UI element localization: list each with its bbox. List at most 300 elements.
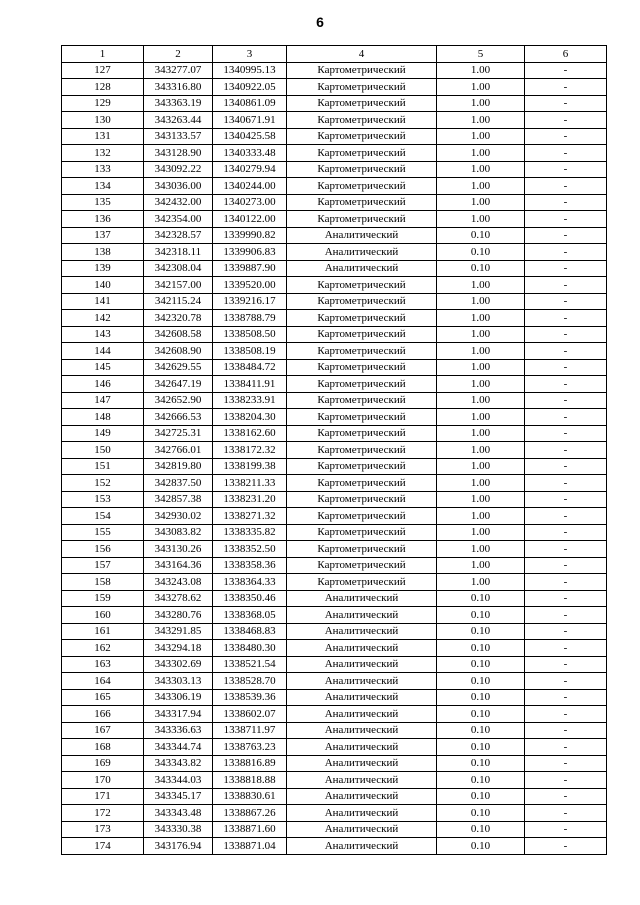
y-coordinate-cell: 1340279.94 — [213, 161, 287, 178]
note-cell: - — [525, 706, 607, 723]
table-row — [62, 310, 607, 327]
note-cell: - — [525, 838, 607, 855]
accuracy-cell: 0.10 — [437, 607, 525, 624]
x-coordinate-cell: 343176.94 — [144, 838, 213, 855]
table-row — [62, 326, 607, 343]
table-row — [62, 838, 607, 855]
point-number-cell: 158 — [62, 574, 144, 591]
table-row — [62, 62, 607, 79]
table-row — [62, 277, 607, 294]
method-cell: Картометрический — [287, 310, 437, 327]
point-number-cell: 145 — [62, 359, 144, 376]
y-coordinate-cell: 1338211.33 — [213, 475, 287, 492]
y-coordinate-cell: 1338521.54 — [213, 656, 287, 673]
y-coordinate-cell: 1338602.07 — [213, 706, 287, 723]
x-coordinate-cell: 342308.04 — [144, 260, 213, 277]
table-row — [62, 755, 607, 772]
accuracy-cell: 0.10 — [437, 656, 525, 673]
y-coordinate-cell: 1340244.00 — [213, 178, 287, 195]
accuracy-cell: 1.00 — [437, 557, 525, 574]
method-cell: Картометрический — [287, 194, 437, 211]
method-cell: Аналитический — [287, 607, 437, 624]
note-cell: - — [525, 293, 607, 310]
point-number-cell: 128 — [62, 79, 144, 96]
y-coordinate-cell: 1339990.82 — [213, 227, 287, 244]
point-number-cell: 127 — [62, 62, 144, 79]
table-row — [62, 425, 607, 442]
y-coordinate-cell: 1340671.91 — [213, 112, 287, 129]
x-coordinate-cell: 343092.22 — [144, 161, 213, 178]
table-row — [62, 640, 607, 657]
note-cell: - — [525, 739, 607, 756]
accuracy-cell: 0.10 — [437, 623, 525, 640]
table-row — [62, 805, 607, 822]
y-coordinate-cell: 1340995.13 — [213, 62, 287, 79]
method-cell: Аналитический — [287, 689, 437, 706]
note-cell: - — [525, 557, 607, 574]
accuracy-cell: 1.00 — [437, 79, 525, 96]
accuracy-cell: 0.10 — [437, 673, 525, 690]
y-coordinate-cell: 1338204.30 — [213, 409, 287, 426]
column-header: 3 — [213, 46, 287, 63]
accuracy-cell: 1.00 — [437, 95, 525, 112]
x-coordinate-cell: 343363.19 — [144, 95, 213, 112]
table-row — [62, 788, 607, 805]
note-cell: - — [525, 392, 607, 409]
x-coordinate-cell: 343330.38 — [144, 821, 213, 838]
accuracy-cell: 0.10 — [437, 755, 525, 772]
accuracy-cell: 0.10 — [437, 590, 525, 607]
x-coordinate-cell: 342320.78 — [144, 310, 213, 327]
accuracy-cell: 0.10 — [437, 838, 525, 855]
y-coordinate-cell: 1340273.00 — [213, 194, 287, 211]
point-number-cell: 171 — [62, 788, 144, 805]
method-cell: Аналитический — [287, 838, 437, 855]
column-header: 2 — [144, 46, 213, 63]
point-number-cell: 140 — [62, 277, 144, 294]
point-number-cell: 174 — [62, 838, 144, 855]
accuracy-cell: 0.10 — [437, 722, 525, 739]
table-row — [62, 409, 607, 426]
table-row — [62, 392, 607, 409]
table-row — [62, 211, 607, 228]
table-row — [62, 458, 607, 475]
x-coordinate-cell: 342652.90 — [144, 392, 213, 409]
table-row — [62, 145, 607, 162]
y-coordinate-cell: 1338830.61 — [213, 788, 287, 805]
accuracy-cell: 1.00 — [437, 524, 525, 541]
method-cell: Картометрический — [287, 458, 437, 475]
column-header: 1 — [62, 46, 144, 63]
accuracy-cell: 1.00 — [437, 475, 525, 492]
table-row — [62, 508, 607, 525]
note-cell: - — [525, 524, 607, 541]
y-coordinate-cell: 1340922.05 — [213, 79, 287, 96]
y-coordinate-cell: 1339887.90 — [213, 260, 287, 277]
note-cell: - — [525, 722, 607, 739]
x-coordinate-cell: 342432.00 — [144, 194, 213, 211]
y-coordinate-cell: 1339520.00 — [213, 277, 287, 294]
y-coordinate-cell: 1340425.58 — [213, 128, 287, 145]
accuracy-cell: 1.00 — [437, 145, 525, 162]
note-cell: - — [525, 623, 607, 640]
x-coordinate-cell: 343291.85 — [144, 623, 213, 640]
x-coordinate-cell: 342837.50 — [144, 475, 213, 492]
x-coordinate-cell: 342725.31 — [144, 425, 213, 442]
accuracy-cell: 1.00 — [437, 442, 525, 459]
page-number: 6 — [316, 14, 324, 30]
accuracy-cell: 1.00 — [437, 458, 525, 475]
note-cell: - — [525, 772, 607, 789]
point-number-cell: 138 — [62, 244, 144, 261]
x-coordinate-cell: 343164.36 — [144, 557, 213, 574]
table-row — [62, 112, 607, 129]
note-cell: - — [525, 458, 607, 475]
accuracy-cell: 1.00 — [437, 293, 525, 310]
method-cell: Картометрический — [287, 409, 437, 426]
note-cell: - — [525, 673, 607, 690]
method-cell: Аналитический — [287, 821, 437, 838]
table-row — [62, 491, 607, 508]
point-number-cell: 132 — [62, 145, 144, 162]
x-coordinate-cell: 343316.80 — [144, 79, 213, 96]
point-number-cell: 163 — [62, 656, 144, 673]
y-coordinate-cell: 1338508.50 — [213, 326, 287, 343]
x-coordinate-cell: 343343.82 — [144, 755, 213, 772]
accuracy-cell: 0.10 — [437, 821, 525, 838]
method-cell: Аналитический — [287, 805, 437, 822]
y-coordinate-cell: 1338162.60 — [213, 425, 287, 442]
note-cell: - — [525, 161, 607, 178]
point-number-cell: 172 — [62, 805, 144, 822]
note-cell: - — [525, 656, 607, 673]
accuracy-cell: 0.10 — [437, 260, 525, 277]
method-cell: Картометрический — [287, 178, 437, 195]
note-cell: - — [525, 178, 607, 195]
x-coordinate-cell: 342857.38 — [144, 491, 213, 508]
method-cell: Картометрический — [287, 112, 437, 129]
method-cell: Картометрический — [287, 145, 437, 162]
x-coordinate-cell: 342157.00 — [144, 277, 213, 294]
method-cell: Картометрический — [287, 293, 437, 310]
method-cell: Картометрический — [287, 62, 437, 79]
point-number-cell: 154 — [62, 508, 144, 525]
point-number-cell: 168 — [62, 739, 144, 756]
point-number-cell: 161 — [62, 623, 144, 640]
table-row — [62, 244, 607, 261]
y-coordinate-cell: 1338871.60 — [213, 821, 287, 838]
note-cell: - — [525, 260, 607, 277]
method-cell: Картометрический — [287, 442, 437, 459]
note-cell: - — [525, 541, 607, 558]
accuracy-cell: 1.00 — [437, 211, 525, 228]
accuracy-cell: 1.00 — [437, 326, 525, 343]
note-cell: - — [525, 805, 607, 822]
y-coordinate-cell: 1338867.26 — [213, 805, 287, 822]
method-cell: Картометрический — [287, 574, 437, 591]
point-number-cell: 148 — [62, 409, 144, 426]
accuracy-cell: 1.00 — [437, 541, 525, 558]
table-row — [62, 227, 607, 244]
note-cell: - — [525, 227, 607, 244]
note-cell: - — [525, 376, 607, 393]
method-cell: Аналитический — [287, 788, 437, 805]
accuracy-cell: 1.00 — [437, 409, 525, 426]
accuracy-cell: 1.00 — [437, 508, 525, 525]
y-coordinate-cell: 1338788.79 — [213, 310, 287, 327]
y-coordinate-cell: 1338484.72 — [213, 359, 287, 376]
method-cell: Картометрический — [287, 95, 437, 112]
y-coordinate-cell: 1338358.36 — [213, 557, 287, 574]
method-cell: Картометрический — [287, 508, 437, 525]
note-cell: - — [525, 590, 607, 607]
note-cell: - — [525, 194, 607, 211]
point-number-cell: 131 — [62, 128, 144, 145]
y-coordinate-cell: 1338352.50 — [213, 541, 287, 558]
accuracy-cell: 0.10 — [437, 640, 525, 657]
accuracy-cell: 1.00 — [437, 310, 525, 327]
note-cell: - — [525, 640, 607, 657]
method-cell: Аналитический — [287, 706, 437, 723]
x-coordinate-cell: 342819.80 — [144, 458, 213, 475]
method-cell: Аналитический — [287, 260, 437, 277]
accuracy-cell: 1.00 — [437, 277, 525, 294]
method-cell: Аналитический — [287, 640, 437, 657]
note-cell: - — [525, 62, 607, 79]
x-coordinate-cell: 343306.19 — [144, 689, 213, 706]
y-coordinate-cell: 1339906.83 — [213, 244, 287, 261]
method-cell: Аналитический — [287, 673, 437, 690]
point-number-cell: 142 — [62, 310, 144, 327]
note-cell: - — [525, 475, 607, 492]
table-row — [62, 161, 607, 178]
method-cell: Картометрический — [287, 425, 437, 442]
point-number-cell: 169 — [62, 755, 144, 772]
x-coordinate-cell: 343133.57 — [144, 128, 213, 145]
method-cell: Картометрический — [287, 343, 437, 360]
point-number-cell: 167 — [62, 722, 144, 739]
x-coordinate-cell: 343302.69 — [144, 656, 213, 673]
x-coordinate-cell: 342318.11 — [144, 244, 213, 261]
y-coordinate-cell: 1338233.91 — [213, 392, 287, 409]
accuracy-cell: 1.00 — [437, 574, 525, 591]
y-coordinate-cell: 1340333.48 — [213, 145, 287, 162]
accuracy-cell: 0.10 — [437, 739, 525, 756]
method-cell: Картометрический — [287, 557, 437, 574]
x-coordinate-cell: 343345.17 — [144, 788, 213, 805]
method-cell: Картометрический — [287, 359, 437, 376]
method-cell: Аналитический — [287, 755, 437, 772]
table-row — [62, 79, 607, 96]
method-cell: Картометрический — [287, 277, 437, 294]
table-row — [62, 442, 607, 459]
point-number-cell: 150 — [62, 442, 144, 459]
note-cell: - — [525, 326, 607, 343]
table-header-row — [62, 46, 607, 63]
table-row — [62, 821, 607, 838]
method-cell: Картометрический — [287, 79, 437, 96]
method-cell: Аналитический — [287, 227, 437, 244]
table-row — [62, 541, 607, 558]
accuracy-cell: 0.10 — [437, 772, 525, 789]
table-row — [62, 557, 607, 574]
table-row — [62, 689, 607, 706]
table-row — [62, 376, 607, 393]
y-coordinate-cell: 1338508.19 — [213, 343, 287, 360]
method-cell: Картометрический — [287, 392, 437, 409]
point-number-cell: 136 — [62, 211, 144, 228]
y-coordinate-cell: 1338818.88 — [213, 772, 287, 789]
x-coordinate-cell: 343294.18 — [144, 640, 213, 657]
table-row — [62, 359, 607, 376]
method-cell: Аналитический — [287, 772, 437, 789]
y-coordinate-cell: 1338528.70 — [213, 673, 287, 690]
note-cell: - — [525, 755, 607, 772]
table-row — [62, 260, 607, 277]
coordinates-table — [61, 45, 607, 855]
accuracy-cell: 1.00 — [437, 491, 525, 508]
point-number-cell: 164 — [62, 673, 144, 690]
accuracy-cell: 1.00 — [437, 112, 525, 129]
table-row — [62, 607, 607, 624]
column-header: 5 — [437, 46, 525, 63]
method-cell: Картометрический — [287, 161, 437, 178]
note-cell: - — [525, 277, 607, 294]
note-cell: - — [525, 211, 607, 228]
y-coordinate-cell: 1338172.32 — [213, 442, 287, 459]
x-coordinate-cell: 342930.02 — [144, 508, 213, 525]
method-cell: Картометрический — [287, 491, 437, 508]
y-coordinate-cell: 1338350.46 — [213, 590, 287, 607]
point-number-cell: 156 — [62, 541, 144, 558]
y-coordinate-cell: 1338335.82 — [213, 524, 287, 541]
note-cell: - — [525, 425, 607, 442]
method-cell: Аналитический — [287, 590, 437, 607]
x-coordinate-cell: 343344.74 — [144, 739, 213, 756]
note-cell: - — [525, 310, 607, 327]
y-coordinate-cell: 1338480.30 — [213, 640, 287, 657]
x-coordinate-cell: 343263.44 — [144, 112, 213, 129]
table-row — [62, 524, 607, 541]
x-coordinate-cell: 342666.53 — [144, 409, 213, 426]
method-cell: Аналитический — [287, 722, 437, 739]
accuracy-cell: 1.00 — [437, 425, 525, 442]
x-coordinate-cell: 343336.63 — [144, 722, 213, 739]
note-cell: - — [525, 821, 607, 838]
table-row — [62, 574, 607, 591]
y-coordinate-cell: 1338411.91 — [213, 376, 287, 393]
note-cell: - — [525, 145, 607, 162]
table-row — [62, 178, 607, 195]
x-coordinate-cell: 343303.13 — [144, 673, 213, 690]
y-coordinate-cell: 1338763.23 — [213, 739, 287, 756]
method-cell: Картометрический — [287, 475, 437, 492]
column-header: 6 — [525, 46, 607, 63]
point-number-cell: 162 — [62, 640, 144, 657]
accuracy-cell: 1.00 — [437, 194, 525, 211]
note-cell: - — [525, 574, 607, 591]
table-row — [62, 590, 607, 607]
point-number-cell: 149 — [62, 425, 144, 442]
x-coordinate-cell: 343278.62 — [144, 590, 213, 607]
accuracy-cell: 1.00 — [437, 178, 525, 195]
y-coordinate-cell: 1338816.89 — [213, 755, 287, 772]
note-cell: - — [525, 788, 607, 805]
point-number-cell: 159 — [62, 590, 144, 607]
y-coordinate-cell: 1338271.32 — [213, 508, 287, 525]
accuracy-cell: 1.00 — [437, 62, 525, 79]
point-number-cell: 146 — [62, 376, 144, 393]
x-coordinate-cell: 342115.24 — [144, 293, 213, 310]
accuracy-cell: 1.00 — [437, 376, 525, 393]
note-cell: - — [525, 244, 607, 261]
x-coordinate-cell: 343280.76 — [144, 607, 213, 624]
point-number-cell: 139 — [62, 260, 144, 277]
method-cell: Картометрический — [287, 541, 437, 558]
x-coordinate-cell: 343128.90 — [144, 145, 213, 162]
note-cell: - — [525, 343, 607, 360]
point-number-cell: 137 — [62, 227, 144, 244]
point-number-cell: 141 — [62, 293, 144, 310]
y-coordinate-cell: 1340122.00 — [213, 211, 287, 228]
x-coordinate-cell: 343344.03 — [144, 772, 213, 789]
accuracy-cell: 1.00 — [437, 392, 525, 409]
x-coordinate-cell: 343343.48 — [144, 805, 213, 822]
note-cell: - — [525, 112, 607, 129]
point-number-cell: 173 — [62, 821, 144, 838]
point-number-cell: 133 — [62, 161, 144, 178]
y-coordinate-cell: 1338539.36 — [213, 689, 287, 706]
note-cell: - — [525, 409, 607, 426]
point-number-cell: 170 — [62, 772, 144, 789]
table-row — [62, 293, 607, 310]
point-number-cell: 165 — [62, 689, 144, 706]
point-number-cell: 129 — [62, 95, 144, 112]
note-cell: - — [525, 95, 607, 112]
table-row — [62, 95, 607, 112]
point-number-cell: 166 — [62, 706, 144, 723]
y-coordinate-cell: 1338871.04 — [213, 838, 287, 855]
method-cell: Аналитический — [287, 244, 437, 261]
x-coordinate-cell: 342766.01 — [144, 442, 213, 459]
point-number-cell: 130 — [62, 112, 144, 129]
table-row — [62, 673, 607, 690]
accuracy-cell: 1.00 — [437, 343, 525, 360]
note-cell: - — [525, 359, 607, 376]
accuracy-cell: 0.10 — [437, 805, 525, 822]
table-body — [62, 62, 607, 854]
y-coordinate-cell: 1338231.20 — [213, 491, 287, 508]
accuracy-cell: 1.00 — [437, 161, 525, 178]
x-coordinate-cell: 343083.82 — [144, 524, 213, 541]
point-number-cell: 134 — [62, 178, 144, 195]
method-cell: Картометрический — [287, 326, 437, 343]
x-coordinate-cell: 342608.90 — [144, 343, 213, 360]
table-row — [62, 623, 607, 640]
y-coordinate-cell: 1338368.05 — [213, 607, 287, 624]
point-number-cell: 135 — [62, 194, 144, 211]
x-coordinate-cell: 343130.26 — [144, 541, 213, 558]
y-coordinate-cell: 1338199.38 — [213, 458, 287, 475]
table-row — [62, 343, 607, 360]
method-cell: Аналитический — [287, 739, 437, 756]
table-row — [62, 772, 607, 789]
table-row — [62, 656, 607, 673]
x-coordinate-cell: 342608.58 — [144, 326, 213, 343]
method-cell: Аналитический — [287, 656, 437, 673]
y-coordinate-cell: 1340861.09 — [213, 95, 287, 112]
accuracy-cell: 0.10 — [437, 706, 525, 723]
